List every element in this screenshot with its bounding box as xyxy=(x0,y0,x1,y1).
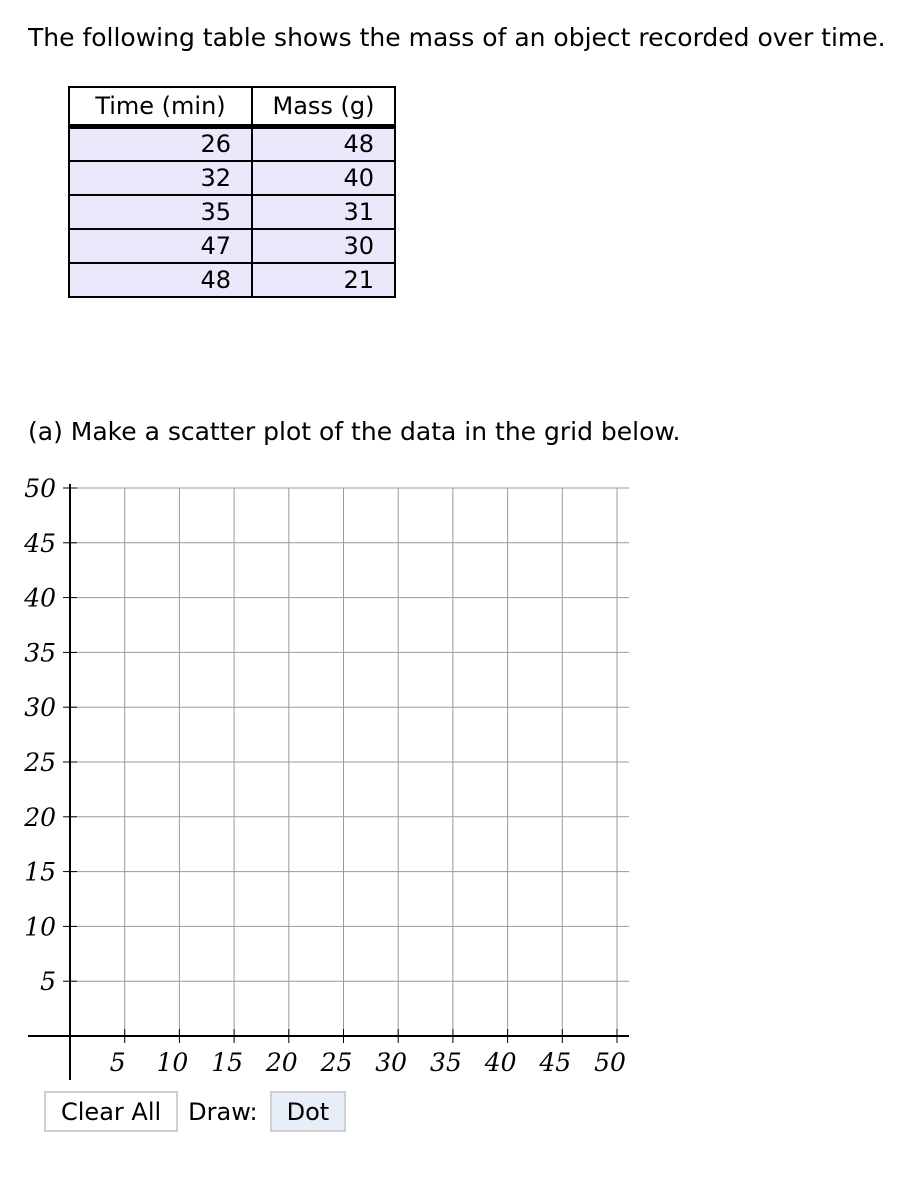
table-row xyxy=(69,127,395,161)
x-tick-label: 25 xyxy=(320,1048,353,1077)
x-tick-label: 50 xyxy=(594,1048,626,1077)
y-tick-label: 30 xyxy=(24,693,56,723)
time-cell: 26 xyxy=(69,127,252,161)
y-tick-label: 5 xyxy=(40,967,56,997)
x-tick-label: 15 xyxy=(211,1048,244,1077)
x-tick-label: 45 xyxy=(539,1048,572,1077)
data-table xyxy=(68,86,396,298)
table-row xyxy=(69,229,395,263)
header-time: Time (min) xyxy=(69,87,252,127)
dot-tool-button[interactable]: Dot xyxy=(270,1091,347,1132)
x-tick-label: 10 xyxy=(156,1048,189,1077)
x-tick-label: 35 xyxy=(429,1048,462,1077)
graph-toolbar xyxy=(44,1091,346,1132)
mass-cell: 31 xyxy=(252,195,395,229)
x-tick-label: 5 xyxy=(109,1048,126,1077)
y-tick-label: 35 xyxy=(24,638,56,668)
table-row xyxy=(69,195,395,229)
y-tick-label: 25 xyxy=(24,748,56,777)
mass-cell: 40 xyxy=(252,161,395,195)
time-cell: 35 xyxy=(69,195,252,229)
y-tick-label: 10 xyxy=(24,912,56,942)
x-tick-label: 20 xyxy=(265,1048,298,1077)
y-tick-label: 15 xyxy=(24,857,56,887)
part-a-prompt: (a) Make a scatter plot of the data in the grid below. xyxy=(28,417,681,446)
y-tick-label: 40 xyxy=(24,583,56,613)
y-tick-label: 20 xyxy=(24,802,56,832)
intro-text: The following table shows the mass of an object recorded over time. xyxy=(28,23,886,52)
time-cell: 32 xyxy=(69,161,252,195)
table-row xyxy=(69,161,395,195)
x-tick-label: 30 xyxy=(375,1048,408,1077)
scatter-plot-grid[interactable] xyxy=(0,470,660,1090)
mass-cell: 48 xyxy=(252,127,395,161)
x-tick-label: 40 xyxy=(484,1048,517,1077)
mass-cell: 30 xyxy=(252,229,395,263)
table-header-row xyxy=(69,87,395,127)
table-row xyxy=(69,263,395,297)
y-tick-label: 45 xyxy=(24,528,56,558)
header-mass: Mass (g) xyxy=(252,87,395,127)
y-tick-label: 50 xyxy=(24,474,56,503)
draw-label: Draw: xyxy=(188,1097,258,1126)
clear-all-button[interactable]: Clear All xyxy=(44,1091,178,1132)
mass-cell: 21 xyxy=(252,263,395,297)
time-cell: 48 xyxy=(69,263,252,297)
time-cell: 47 xyxy=(69,229,252,263)
